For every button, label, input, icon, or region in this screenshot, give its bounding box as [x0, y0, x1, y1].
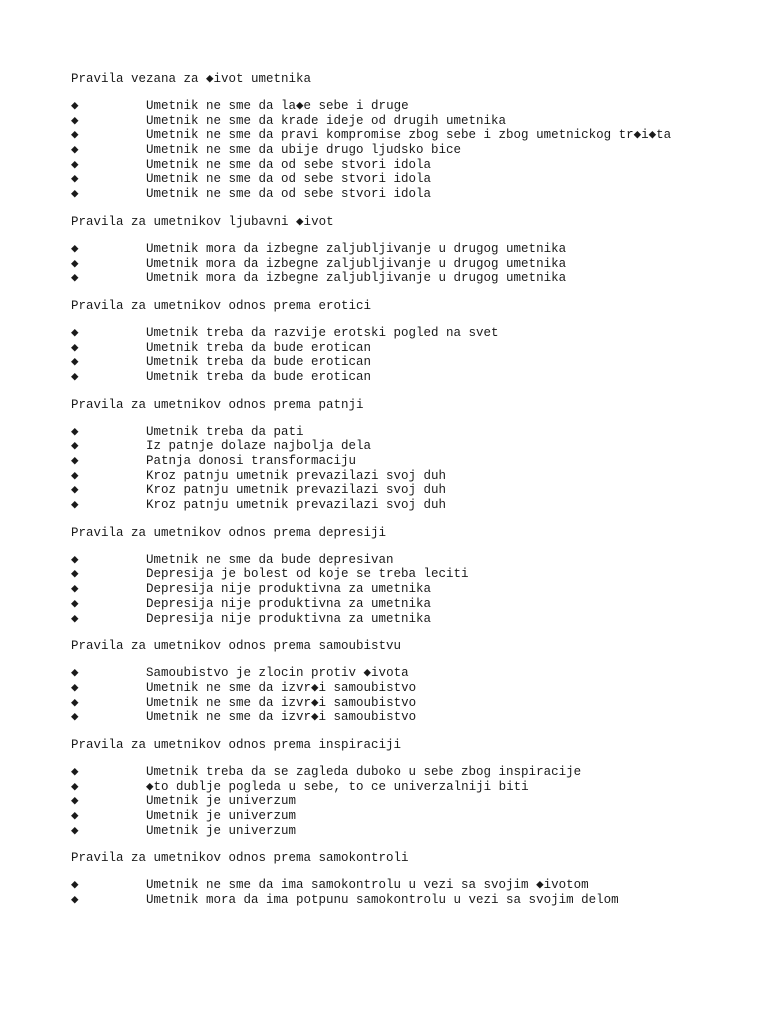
section-heading: Pravila za umetnikov ljubavni ◆ivot — [71, 214, 334, 229]
list-item-text: Umetnik mora da izbegne zaljubljivanje u drugog umetnika — [146, 271, 567, 286]
diamond-bullet-icon: ◆ — [71, 878, 79, 893]
list-item — [71, 809, 761, 824]
diamond-bullet-icon: ◆ — [71, 596, 79, 611]
list-item — [71, 780, 761, 795]
diamond-bullet-icon: ◆ — [71, 256, 79, 271]
list-item-text: Samoubistvo je zlocin protiv ◆ivota — [146, 666, 409, 681]
diamond-bullet-icon: ◆ — [71, 355, 79, 370]
list-item — [71, 893, 761, 908]
list-item — [71, 681, 761, 696]
list-item — [71, 341, 761, 356]
list-item-text: Umetnik ne sme da ima samokontrolu u vezi sa svojim ◆ivotom — [146, 878, 589, 893]
list-item-text: Umetnik treba da se zagleda duboko u sebe zbog inspiracije — [146, 764, 582, 779]
section-heading: Pravila vezana za ◆ivot umetnika — [71, 72, 312, 86]
list-item-text: Umetnik mora da izbegne zaljubljivanje u drugog umetnika — [146, 256, 567, 271]
list-item-text: Umetnik ne sme da od sebe stvori idola — [146, 157, 432, 172]
list-item — [71, 128, 761, 143]
list-item — [71, 582, 761, 597]
rule-list — [71, 99, 761, 202]
rule-section — [71, 213, 761, 286]
list-item-text: Umetnik ne sme da od sebe stvori idola — [146, 172, 432, 187]
list-item — [71, 469, 761, 484]
section-heading: Pravila za umetnikov odnos prema inspiraciji — [71, 737, 402, 752]
rule-list — [71, 326, 761, 385]
rule-section — [71, 849, 761, 907]
diamond-bullet-icon: ◆ — [71, 552, 79, 567]
list-item — [71, 242, 761, 257]
diamond-bullet-icon: ◆ — [71, 779, 79, 794]
list-item — [71, 765, 761, 780]
list-item-text: Umetnik ne sme da la◆e sebe i druge — [146, 99, 409, 113]
list-item — [71, 257, 761, 272]
list-item — [71, 271, 761, 286]
list-item-text: Depresija nije produktivna za umetnika — [146, 611, 432, 626]
rule-section — [71, 70, 761, 202]
list-item — [71, 114, 761, 129]
diamond-bullet-icon: ◆ — [71, 582, 79, 597]
list-item-text: Kroz patnju umetnik prevazilazi svoj duh — [146, 483, 447, 498]
rule-list — [71, 765, 761, 838]
list-item — [71, 567, 761, 582]
list-item-text: Umetnik ne sme da od sebe stvori idola — [146, 187, 432, 202]
diamond-bullet-icon: ◆ — [71, 666, 79, 681]
list-item-text: Umetnik je univerzum — [146, 809, 297, 823]
diamond-bullet-icon: ◆ — [71, 157, 79, 172]
diamond-bullet-icon: ◆ — [71, 680, 79, 695]
diamond-bullet-icon: ◆ — [71, 710, 79, 725]
list-item-text: Kroz patnju umetnik prevazilazi svoj duh — [146, 468, 447, 483]
list-item-text: Depresija je bolest od koje se treba leciti — [146, 567, 469, 582]
list-item — [71, 99, 761, 114]
list-item — [71, 439, 761, 454]
list-item-text: Umetnik treba da bude erotican — [146, 355, 372, 370]
diamond-bullet-icon: ◆ — [71, 893, 79, 908]
diamond-bullet-icon: ◆ — [71, 823, 79, 838]
list-item-text: Kroz patnju umetnik prevazilazi svoj duh — [146, 498, 447, 513]
diamond-bullet-icon: ◆ — [71, 325, 79, 340]
diamond-bullet-icon: ◆ — [71, 483, 79, 498]
diamond-bullet-icon: ◆ — [71, 99, 79, 113]
list-item — [71, 483, 761, 498]
section-heading: Pravila za umetnikov odnos prema depresiji — [71, 525, 387, 540]
rule-list — [71, 425, 761, 513]
list-item — [71, 370, 761, 385]
section-heading: Pravila za umetnikov odnos prema samokontroli — [71, 851, 409, 866]
rule-list — [71, 242, 761, 286]
diamond-bullet-icon: ◆ — [71, 695, 79, 710]
list-item-text: Umetnik mora da izbegne zaljubljivanje u drugog umetnika — [146, 241, 567, 256]
list-item-text: Umetnik je univerzum — [146, 794, 297, 809]
list-item — [71, 187, 761, 202]
list-item — [71, 597, 761, 612]
list-item-text: Depresija nije produktivna za umetnika — [146, 582, 432, 597]
list-item-text: Umetnik treba da razvije erotski pogled na svet — [146, 325, 499, 340]
rule-section — [71, 637, 761, 725]
list-item-text: Iz patnje dolaze najbolja dela — [146, 439, 372, 454]
list-item-text: Umetnik mora da ima potpunu samokontrolu u vezi sa svojim delom — [146, 893, 619, 908]
list-item — [71, 172, 761, 187]
list-item — [71, 696, 761, 711]
rule-section — [71, 524, 761, 626]
section-heading: Pravila za umetnikov odnos prema erotici — [71, 298, 372, 313]
list-item — [71, 710, 761, 725]
diamond-bullet-icon: ◆ — [71, 611, 79, 626]
list-item — [71, 425, 761, 440]
diamond-bullet-icon: ◆ — [71, 764, 79, 779]
list-item — [71, 355, 761, 370]
rule-section — [71, 396, 761, 513]
diamond-bullet-icon: ◆ — [71, 113, 79, 128]
diamond-bullet-icon: ◆ — [71, 498, 79, 513]
list-item-text: Umetnik ne sme da bude depresivan — [146, 552, 394, 567]
list-item-text: Umetnik treba da pati — [146, 424, 304, 439]
diamond-bullet-icon: ◆ — [71, 439, 79, 454]
list-item — [71, 794, 761, 809]
diamond-bullet-icon: ◆ — [71, 340, 79, 355]
diamond-bullet-icon: ◆ — [71, 809, 79, 823]
diamond-bullet-icon: ◆ — [71, 567, 79, 582]
section-heading: Pravila za umetnikov odnos prema samoubistvu — [71, 639, 402, 654]
diamond-bullet-icon: ◆ — [71, 369, 79, 384]
diamond-bullet-icon: ◆ — [71, 468, 79, 483]
list-item — [71, 454, 761, 469]
rule-list — [71, 553, 761, 626]
list-item-text: Umetnik ne sme da izvr◆i samoubistvo — [146, 695, 417, 710]
list-item-text: Umetnik je univerzum — [146, 823, 297, 838]
diamond-bullet-icon: ◆ — [71, 424, 79, 439]
list-item — [71, 326, 761, 341]
list-item — [71, 666, 761, 681]
diamond-bullet-icon: ◆ — [71, 143, 79, 158]
list-item — [71, 143, 761, 158]
diamond-bullet-icon: ◆ — [71, 128, 79, 143]
list-item-text: Umetnik treba da bude erotican — [146, 340, 372, 355]
diamond-bullet-icon: ◆ — [71, 271, 79, 286]
list-item — [71, 824, 761, 839]
diamond-bullet-icon: ◆ — [71, 187, 79, 202]
list-item — [71, 612, 761, 627]
diamond-bullet-icon: ◆ — [71, 454, 79, 468]
diamond-bullet-icon: ◆ — [71, 794, 79, 809]
list-item-text: Umetnik ne sme da izvr◆i samoubistvo — [146, 680, 417, 695]
list-item-text: Umetnik treba da bude erotican — [146, 369, 372, 384]
rule-list — [71, 878, 761, 907]
rule-section — [71, 736, 761, 838]
diamond-bullet-icon: ◆ — [71, 172, 79, 187]
rule-list — [71, 666, 761, 725]
list-item-text: Umetnik ne sme da krade ideje od drugih umetnika — [146, 113, 507, 128]
list-item-text: Umetnik ne sme da pravi kompromise zbog sebe i zbog umetnickog tr◆i◆ta — [146, 128, 672, 143]
list-item-text: Umetnik ne sme da izvr◆i samoubistvo — [146, 710, 417, 725]
list-item — [71, 158, 761, 173]
list-item — [71, 878, 761, 893]
document-body — [71, 70, 761, 919]
list-item-text: Depresija nije produktivna za umetnika — [146, 596, 432, 611]
list-item-text: Umetnik ne sme da ubije drugo ljudsko bice — [146, 143, 462, 158]
list-item-text: Patnja donosi transformaciju — [146, 454, 357, 468]
diamond-bullet-icon: ◆ — [71, 241, 79, 256]
section-heading: Pravila za umetnikov odnos prema patnji — [71, 397, 364, 412]
rule-section — [71, 297, 761, 385]
list-item-text: ◆to dublje pogleda u sebe, to ce univerzalniji biti — [146, 779, 529, 794]
list-item — [71, 498, 761, 513]
list-item — [71, 553, 761, 568]
